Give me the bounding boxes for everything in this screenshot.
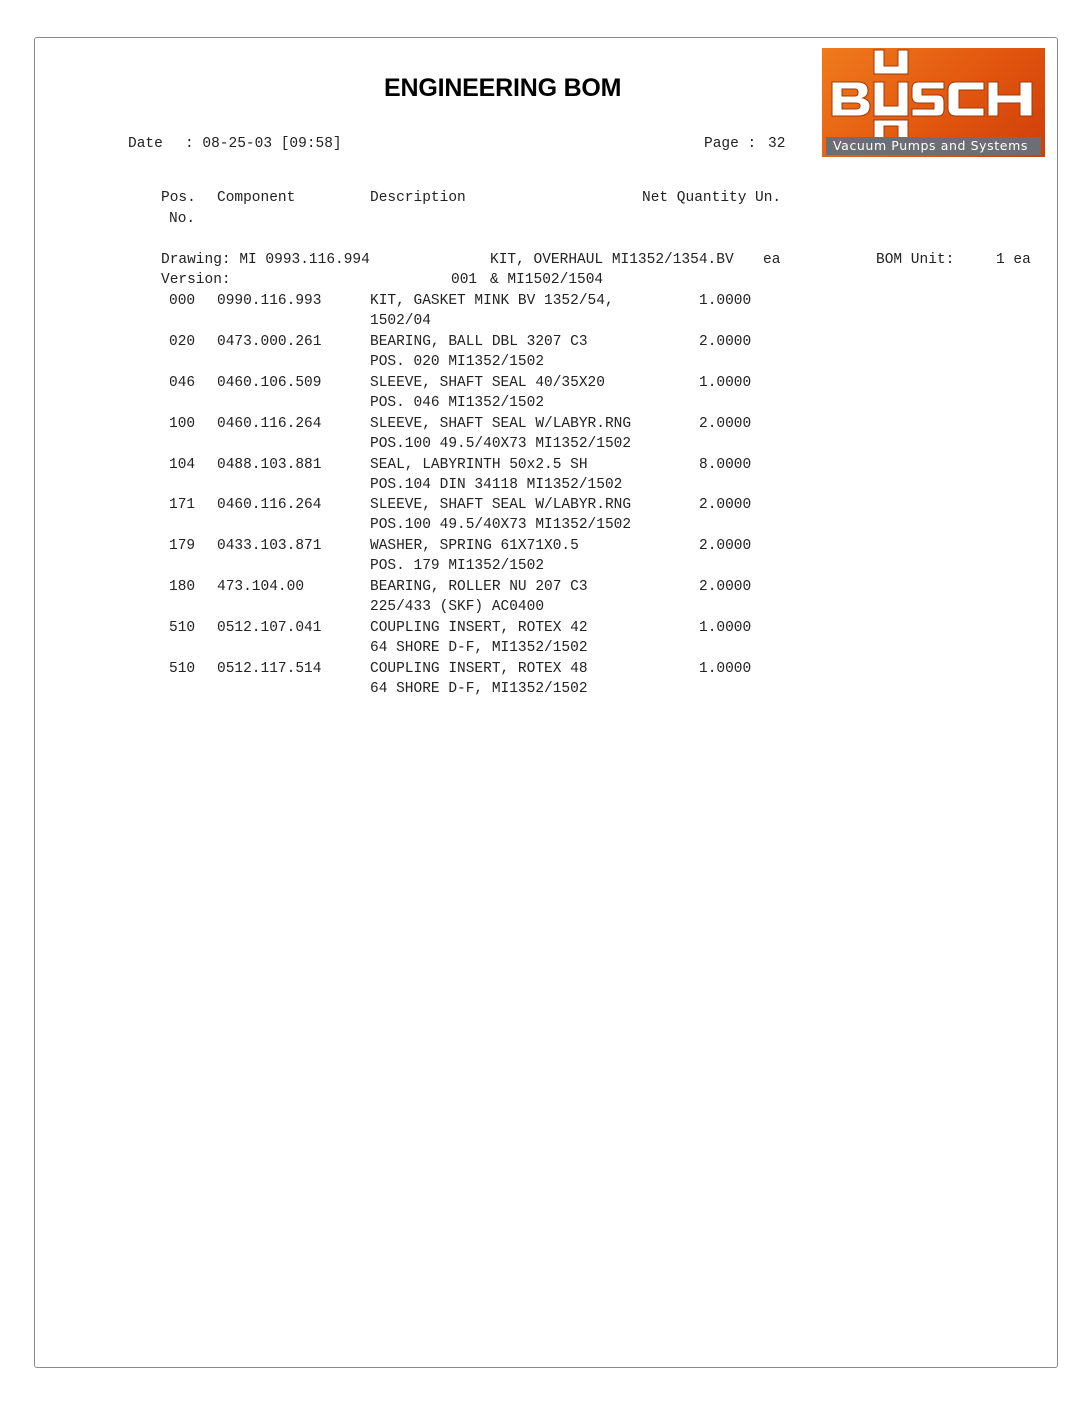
- item-description-continued: POS.100 49.5/40X73 MI1352/1502: [370, 436, 632, 452]
- item-pos: 179: [169, 538, 196, 554]
- bom-unit-value: 1 ea: [996, 252, 1031, 268]
- item-quantity: 1.0000: [699, 661, 752, 677]
- version-label: Version:: [161, 272, 231, 288]
- drawing-number: Drawing: MI 0993.116.994: [161, 252, 370, 268]
- item-pos: 104: [169, 457, 196, 473]
- item-component: 473.104.00: [217, 579, 305, 595]
- item-quantity: 2.0000: [699, 416, 752, 432]
- page-label: Page :: [704, 136, 757, 152]
- bom-row: [0, 495, 1088, 536]
- bom-row: [0, 618, 1088, 659]
- item-component: 0460.116.264: [217, 497, 322, 513]
- version-value: 001: [451, 272, 478, 288]
- date-label: Date: [128, 136, 163, 152]
- bom-row: [0, 373, 1088, 414]
- column-header-component: Component: [217, 190, 296, 206]
- item-description: SLEEVE, SHAFT SEAL 40/35X20: [370, 375, 605, 391]
- busch-logo-mark: [822, 48, 1045, 140]
- item-description-continued: 225/433 (SKF) AC0400: [370, 599, 545, 615]
- item-description: BEARING, ROLLER NU 207 C3: [370, 579, 588, 595]
- column-header-no: No.: [169, 211, 196, 227]
- item-description: WASHER, SPRING 61X71X0.5: [370, 538, 579, 554]
- item-description: SLEEVE, SHAFT SEAL W/LABYR.RNG: [370, 416, 632, 432]
- bom-row: [0, 332, 1088, 373]
- item-component: 0512.117.514: [217, 661, 322, 677]
- item-description-continued: 1502/04: [370, 313, 431, 329]
- item-pos: 046: [169, 375, 196, 391]
- item-description-continued: POS.104 DIN 34118 MI1352/1502: [370, 477, 623, 493]
- item-component: 0460.106.509: [217, 375, 322, 391]
- item-description: SLEEVE, SHAFT SEAL W/LABYR.RNG: [370, 497, 632, 513]
- item-pos: 000: [169, 293, 196, 309]
- busch-logo: [822, 48, 1045, 157]
- item-pos: 510: [169, 620, 196, 636]
- page-number: 32: [768, 136, 786, 152]
- column-header-net-quantity: Net Quantity: [642, 190, 747, 206]
- item-pos: 180: [169, 579, 196, 595]
- item-component: 0488.103.881: [217, 457, 322, 473]
- bom-row: [0, 455, 1088, 496]
- item-quantity: 1.0000: [699, 620, 752, 636]
- bom-row: [0, 536, 1088, 577]
- drawing-description: KIT, OVERHAUL MI1352/1354.BV: [490, 252, 734, 268]
- item-description-continued: POS.100 49.5/40X73 MI1352/1502: [370, 517, 632, 533]
- drawing-unit: ea: [763, 252, 781, 268]
- bom-row: [0, 659, 1088, 700]
- item-component: 0473.000.261: [217, 334, 322, 350]
- item-quantity: 1.0000: [699, 375, 752, 391]
- item-description: KIT, GASKET MINK BV 1352/54,: [370, 293, 614, 309]
- item-quantity: 2.0000: [699, 538, 752, 554]
- item-pos: 100: [169, 416, 196, 432]
- page-frame: [34, 37, 1058, 1368]
- logo-tagline: Vacuum Pumps and Systems: [833, 138, 1028, 153]
- item-description: COUPLING INSERT, ROTEX 48: [370, 661, 588, 677]
- item-description: COUPLING INSERT, ROTEX 42: [370, 620, 588, 636]
- item-quantity: 8.0000: [699, 457, 752, 473]
- item-quantity: 2.0000: [699, 579, 752, 595]
- item-component: 0512.107.041: [217, 620, 322, 636]
- bom-row: [0, 291, 1088, 332]
- drawing-description-continued: & MI1502/1504: [490, 272, 604, 288]
- item-description: BEARING, BALL DBL 3207 C3: [370, 334, 588, 350]
- item-quantity: 2.0000: [699, 497, 752, 513]
- item-description: SEAL, LABYRINTH 50x2.5 SH: [370, 457, 588, 473]
- bom-row: [0, 577, 1088, 618]
- item-description-continued: 64 SHORE D-F, MI1352/1502: [370, 681, 588, 697]
- item-description-continued: 64 SHORE D-F, MI1352/1502: [370, 640, 588, 656]
- bom-unit-label: BOM Unit:: [876, 252, 955, 268]
- date-value: : 08-25-03 [09:58]: [185, 136, 342, 152]
- item-component: 0460.116.264: [217, 416, 322, 432]
- document-title: ENGINEERING BOM: [384, 74, 622, 102]
- item-description-continued: POS. 179 MI1352/1502: [370, 558, 545, 574]
- item-description-continued: POS. 046 MI1352/1502: [370, 395, 545, 411]
- column-header-description: Description: [370, 190, 466, 206]
- item-pos: 020: [169, 334, 196, 350]
- item-quantity: 2.0000: [699, 334, 752, 350]
- item-pos: 510: [169, 661, 196, 677]
- column-header-pos: Pos.: [161, 190, 196, 206]
- column-header-unit: Un.: [755, 190, 782, 206]
- item-description-continued: POS. 020 MI1352/1502: [370, 354, 545, 370]
- logo-tagline-bar: [826, 137, 1041, 155]
- item-component: 0433.103.871: [217, 538, 322, 554]
- item-component: 0990.116.993: [217, 293, 322, 309]
- item-pos: 171: [169, 497, 196, 513]
- bom-row: [0, 414, 1088, 455]
- item-quantity: 1.0000: [699, 293, 752, 309]
